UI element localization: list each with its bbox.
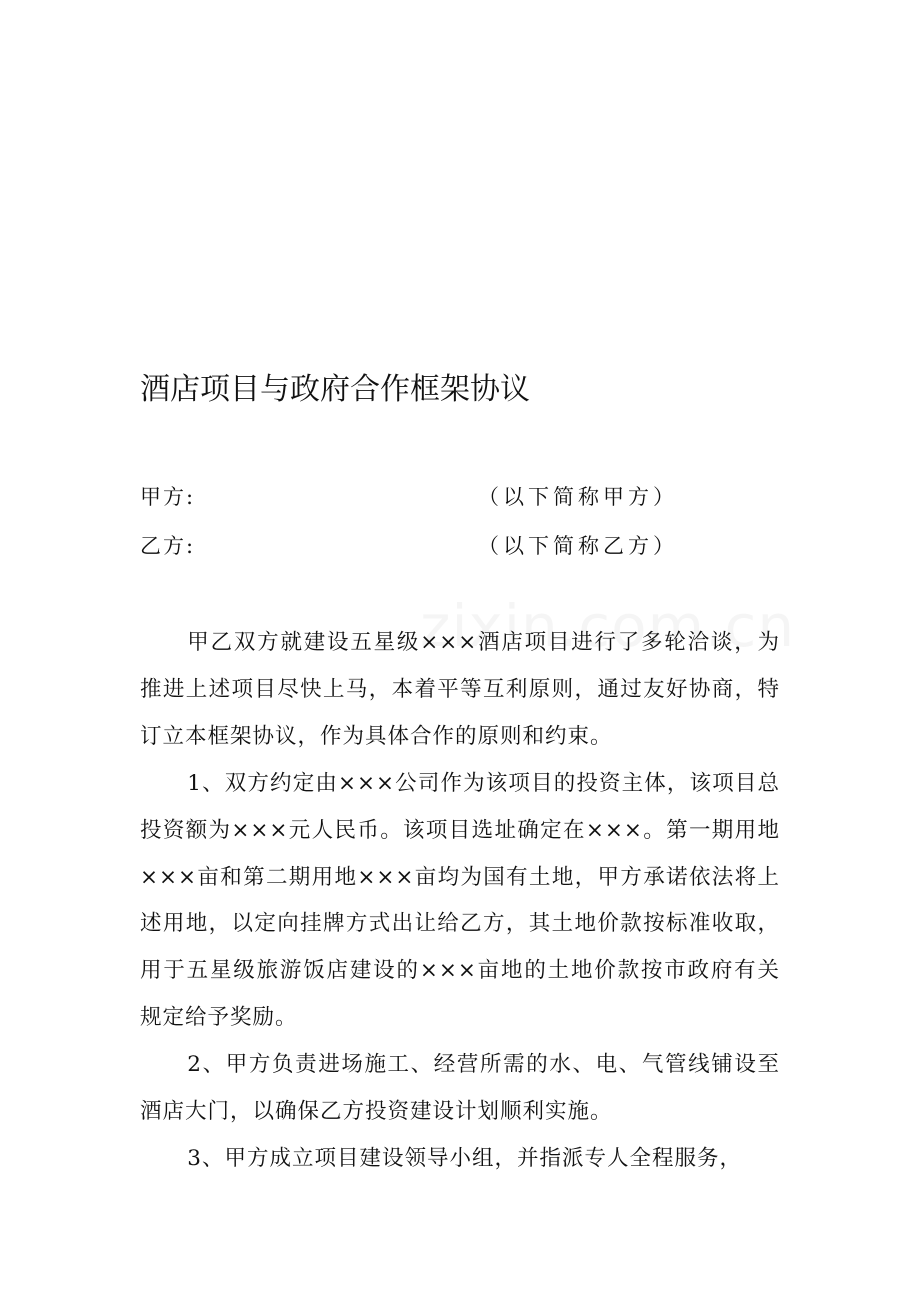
clause-2-paragraph: 2、甲方负责进场施工、经营所需的水、电、气管线铺设至酒店大门，以确保乙方投资建设计划顺利实施。 bbox=[140, 1052, 780, 1125]
party-a-line bbox=[140, 480, 780, 514]
party-b-line bbox=[140, 529, 780, 563]
party-a-note: （以下简称甲方） bbox=[478, 485, 678, 509]
clause-1-paragraph: 1、双方约定由×××公司作为该项目的投资主体，该项目总投资额为×××元人民币。该项目选址确定在×××。第一期用地×××亩和第二期用地×××亩均为国有土地，甲方承诺依法将上述用地，以定向挂牌方式出让给乙方，其土地价款按标准收取，用于五星级旅游饭店建设的×××亩地的土地价款按市政府有关规定给予奖励。 bbox=[140, 770, 780, 1031]
party-b-label: 乙方: bbox=[140, 534, 196, 558]
document-title: 酒店项目与政府合作框架协议 bbox=[140, 372, 530, 407]
clause-3-paragraph: 3、甲方成立项目建设领导小组，并指派专人全程服务， bbox=[187, 1145, 742, 1171]
party-b-note: （以下简称乙方） bbox=[478, 534, 678, 558]
party-a-label: 甲方: bbox=[140, 485, 196, 509]
intro-paragraph: 甲乙双方就建设五星级×××酒店项目进行了多轮洽谈，为推进上述项目尽快上马，本着平等互利原则，通过友好协商，特订立本框架协议，作为具体合作的原则和约束。 bbox=[140, 630, 780, 749]
agreement-body bbox=[140, 620, 780, 1183]
